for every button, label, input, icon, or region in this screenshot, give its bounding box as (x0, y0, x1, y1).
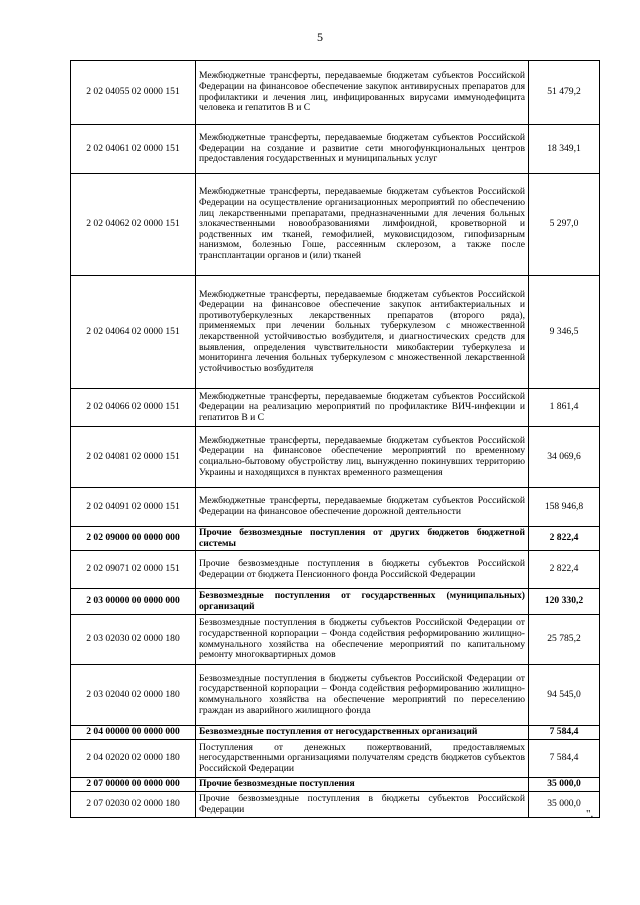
revenue-description: Межбюджетные трансферты, передаваемые бюджетам субъектов Российской Федерации на осуществление организационных мероприятий по обеспечению лиц лекарственными препаратами, предназначенными для лечения больных злокачественными новообразованиями лимфоидной, кроветворной и родственных им тканей, гемофилией, муковисцидозом, гипофизарным нанизмом, болезнью Гоше, рассеянным склерозом, а также после трансплантации органов и (или) тканей (196, 174, 529, 276)
amount: 158 946,8 (529, 488, 600, 527)
revenue-description: Межбюджетные трансферты, передаваемые бюджетам субъектов Российской Федерации на создание и развитие сети многофункциональных центров предоставления государственных и муниципальных услуг (196, 125, 529, 174)
table-row (71, 792, 600, 818)
amount: 9 346,5 (529, 276, 600, 389)
budget-code: 2 02 04066 02 0000 151 (71, 389, 196, 427)
amount: 34 069,6 (529, 427, 600, 488)
budget-code: 2 04 00000 00 0000 000 (71, 726, 196, 740)
amount: 1 861,4 (529, 389, 600, 427)
budget-code: 2 03 00000 00 0000 000 (71, 589, 196, 615)
table-row (71, 61, 600, 125)
amount: 35 000,0 (529, 778, 600, 792)
budget-code: 2 07 00000 00 0000 000 (71, 778, 196, 792)
table-row (71, 174, 600, 276)
table-row (71, 276, 600, 389)
table-row (71, 551, 600, 589)
amount: 51 479,2 (529, 61, 600, 125)
revenue-description: Прочие безвозмездные поступления в бюджеты субъектов Российской Федерации от бюджета Пенсионного фонда Российской Федерации (196, 551, 529, 589)
table-row (71, 615, 600, 665)
revenue-description: Межбюджетные трансферты, передаваемые бюджетам субъектов Российской Федерации на реализацию мероприятий по профилактике ВИЧ-инфекции и гепатитов В и С (196, 389, 529, 427)
budget-code: 2 02 04081 02 0000 151 (71, 427, 196, 488)
budget-revenue-table (70, 60, 600, 818)
revenue-description: Безвозмездные поступления от государственных (муниципальных) организаций (196, 589, 529, 615)
revenue-description: Межбюджетные трансферты, передаваемые бюджетам субъектов Российской Федерации на финансовое обеспечение дорожной деятельности (196, 488, 529, 527)
table-row (71, 726, 600, 740)
revenue-description: Безвозмездные поступления от негосударственных организаций (196, 726, 529, 740)
table-row (71, 778, 600, 792)
table-row (71, 740, 600, 778)
revenue-description: Межбюджетные трансферты, передаваемые бюджетам субъектов Российской Федерации на финансовое обеспечение закупок антибактериальных и противотуберкулезных лекарственных препаратов (второго ряда), применяемых при лечении больных туберкулезом с множественной лекарственной устойчивостью возбудителя, и диагностических средств для выявления, определения чувствительности микобактерии туберкулеза и мониторинга лечения больных туберкулезом с множественной лекарственной устойчивостью возбудителя (196, 276, 529, 389)
budget-code: 2 02 04064 02 0000 151 (71, 276, 196, 389)
amount: 5 297,0 (529, 174, 600, 276)
table-row (71, 488, 600, 527)
amount: 18 349,1 (529, 125, 600, 174)
budget-code: 2 02 04062 02 0000 151 (71, 174, 196, 276)
table-row (71, 665, 600, 726)
budget-code: 2 02 04091 02 0000 151 (71, 488, 196, 527)
amount: 2 822,4 (529, 551, 600, 589)
revenue-description: Прочие безвозмездные поступления от других бюджетов бюджетной системы (196, 527, 529, 551)
revenue-description: Прочие безвозмездные поступления в бюджеты субъектов Российской Федерации (196, 792, 529, 818)
revenue-description: Прочие безвозмездные поступления (196, 778, 529, 792)
budget-code: 2 02 04061 02 0000 151 (71, 125, 196, 174)
budget-code: 2 07 02030 02 0000 180 (71, 792, 196, 818)
budget-code: 2 03 02030 02 0000 180 (71, 615, 196, 665)
amount: 2 822,4 (529, 527, 600, 551)
page-number: 5 (317, 30, 323, 44)
amount: 7 584,4 (529, 740, 600, 778)
budget-code: 2 02 09000 00 0000 000 (71, 527, 196, 551)
table-row (71, 125, 600, 174)
budget-code: 2 04 02020 02 0000 180 (71, 740, 196, 778)
revenue-description: Безвозмездные поступления в бюджеты субъектов Российской Федерации от государственной корпорации – Фонда содействия реформированию жилищно-коммунального хозяйства на обеспечение мероприятий по капитальному ремонту многоквартирных домов (196, 615, 529, 665)
table-row (71, 427, 600, 488)
revenue-description: Безвозмездные поступления в бюджеты субъектов Российской Федерации от государственной корпорации – Фонда содействия реформированию жилищно-коммунального хозяйства на обеспечение мероприятий по переселению граждан из аварийного жилищного фонда (196, 665, 529, 726)
amount: 94 545,0 (529, 665, 600, 726)
amount: 120 330,2 (529, 589, 600, 615)
table-row (71, 589, 600, 615)
revenue-description: Межбюджетные трансферты, передаваемые бюджетам субъектов Российской Федерации на финансовое обеспечение мероприятий по временному социально-бытовому обустройству лиц, вынужденно покинувших территорию Украины и находящихся в пунктах временного размещения (196, 427, 529, 488)
budget-code: 2 02 04055 02 0000 151 (71, 61, 196, 125)
budget-code: 2 02 09071 02 0000 151 (71, 551, 196, 589)
revenue-description: Межбюджетные трансферты, передаваемые бюджетам субъектов Российской Федерации на финансовое обеспечение закупок антивирусных препаратов для профилактики и лечения лиц, инфицированных вирусами иммунодефицита человека и гепатитов В и С (196, 61, 529, 125)
amount: 7 584,4 (529, 726, 600, 740)
table-row (71, 527, 600, 551)
revenue-description: Поступления от денежных пожертвований, предоставляемых негосударственными организациями получателям средств бюджетов субъектов Российской Федерации (196, 740, 529, 778)
amount: 25 785,2 (529, 615, 600, 665)
table-row (71, 389, 600, 427)
amount: 35 000,0 (529, 792, 600, 818)
closing-quote-mark: ". (586, 808, 594, 820)
budget-code: 2 03 02040 02 0000 180 (71, 665, 196, 726)
